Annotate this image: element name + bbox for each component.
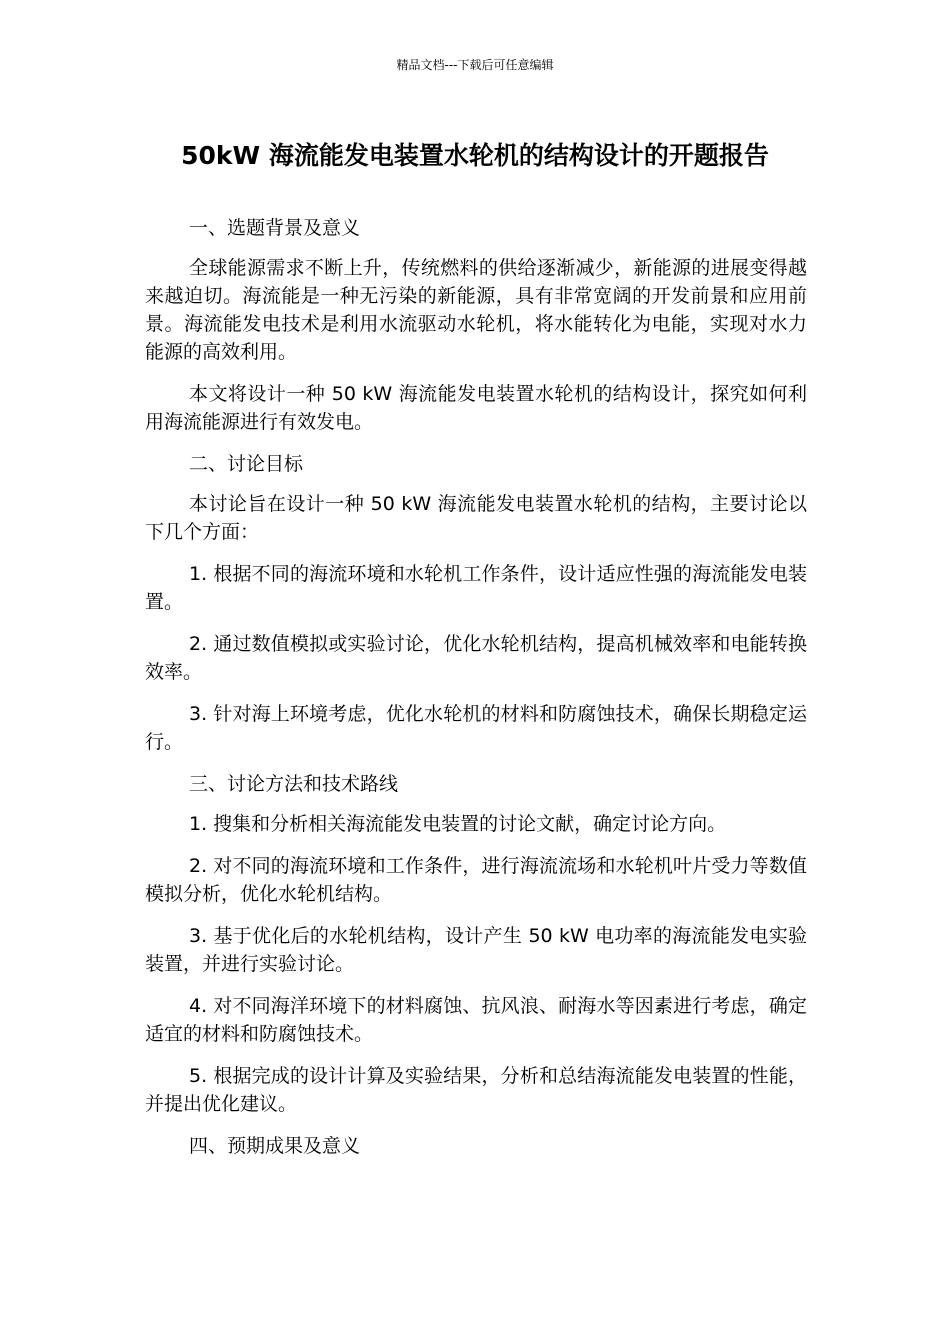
document-title: 50kW 海流能发电装置水轮机的结构设计的开题报告	[181, 141, 769, 170]
paragraph: 全球能源需求不断上升，传统燃料的供给逐渐减少，新能源的进展变得越来越迫切。海流能是一种无污染的新能源，具有非常宽阔的开发前景和应用前景。海流能发电技术是利用水流驱动水轮机，将水能转化为电能，实现对水力能源的高效利用。	[145, 257, 807, 363]
list-item: 5. 根据完成的设计计算及实验结果，分析和总结海流能发电装置的性能，并提出优化建议。	[145, 1065, 807, 1115]
section-heading: 三、讨论方法和技术路线	[189, 773, 399, 795]
list-item: 3. 基于优化后的水轮机结构，设计产生 50 kW 电功率的海流能发电实验装置，并进行实验讨论。	[145, 925, 807, 975]
page-header: 精品文档---下载后可任意编辑	[396, 58, 554, 72]
paragraph: 本讨论旨在设计一种 50 kW 海流能发电装置水轮机的结构，主要讨论以下几个方面：	[145, 493, 807, 543]
list-item: 2. 对不同的海流环境和工作条件，进行海流流场和水轮机叶片受力等数值模拟分析，优化水轮机结构。	[145, 855, 807, 905]
list-item: 4. 对不同海洋环境下的材料腐蚀、抗风浪、耐海水等因素进行考虑，确定适宜的材料和防腐蚀技术。	[145, 995, 807, 1045]
document-body	[145, 214, 807, 1172]
section-heading: 四、预期成果及意义	[189, 1135, 361, 1157]
list-item: 1. 根据不同的海流环境和水轮机工作条件，设计适应性强的海流能发电装置。	[145, 563, 807, 613]
paragraph: 本文将设计一种 50 kW 海流能发电装置水轮机的结构设计，探究如何利用海流能源进行有效发电。	[145, 383, 807, 433]
section-heading: 二、讨论目标	[189, 453, 304, 475]
section-heading: 一、选题背景及意义	[189, 217, 361, 239]
list-item: 1. 搜集和分析相关海流能发电装置的讨论文献，确定讨论方向。	[189, 813, 727, 835]
list-item: 3. 针对海上环境考虑，优化水轮机的材料和防腐蚀技术，确保长期稳定运行。	[145, 703, 807, 753]
list-item: 2. 通过数值模拟或实验讨论，优化水轮机结构，提高机械效率和电能转换效率。	[145, 633, 807, 683]
